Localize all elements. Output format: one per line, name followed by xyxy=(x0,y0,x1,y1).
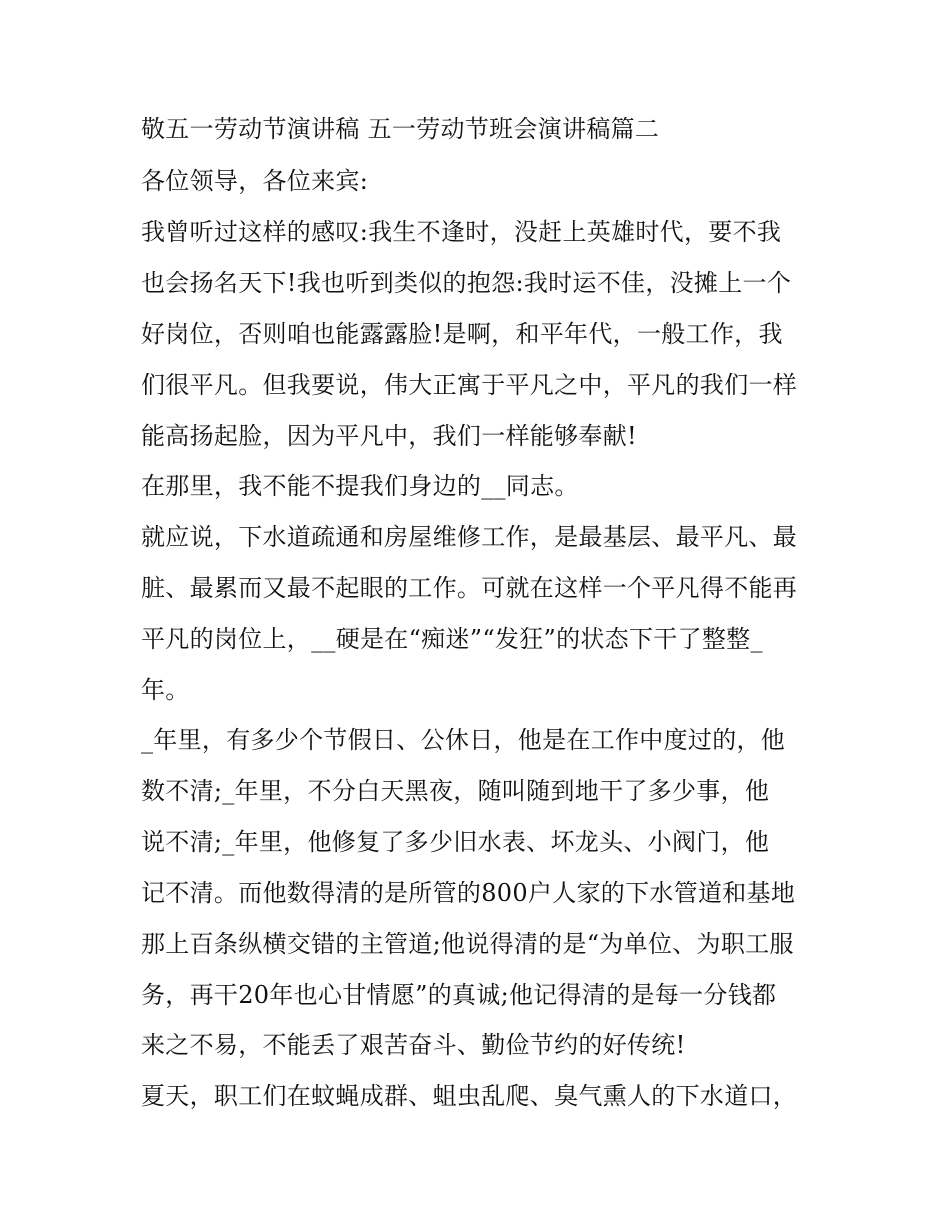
text-line: 平凡的岗位上，__硬是在“痴迷”“发狂”的状态下干了整整_ xyxy=(141,625,763,653)
text-line: 好岗位，否则咱也能露露脸!是啊，和平年代，一般工作，我 xyxy=(141,320,783,348)
text-line: 就应说，下水道疏通和房屋维修工作，是最基层、最平凡、最 xyxy=(141,523,798,551)
text-line: _年里，有多少个节假日、公休日，他是在工作中度过的，他 xyxy=(141,726,786,754)
text-line: 务，再干20年也心甘情愿”的真诚;他记得清的是每一分钱都 xyxy=(141,981,777,1009)
text-line: 说不清;_年里，他修复了多少旧水表、坏龙头、小阀门，他 xyxy=(141,828,770,856)
text-line: 记不清。而他数得清的是所管的800户人家的下水管道和基地 xyxy=(141,879,796,907)
text-line: 来之不易，不能丢了艰苦奋斗、勤俭节约的好传统! xyxy=(141,1031,686,1059)
text-line: 脏、最累而又最不起眼的工作。可就在这样一个平凡得不能再 xyxy=(141,574,798,602)
document-title: 敬五一劳动节演讲稿 五一劳动节班会演讲稿篇二 xyxy=(141,115,660,143)
text-line: 各位领导，各位来宾: xyxy=(141,167,369,195)
text-line: 能高扬起脸，因为平凡中，我们一样能够奉献! xyxy=(141,422,637,450)
text-line: 夏天，职工们在蚊蝇成群、蛆虫乱爬、臭气熏人的下水道口， xyxy=(141,1082,798,1110)
text-line: 我曾听过这样的感叹:我生不逢时，没赶上英雄时代，要不我 xyxy=(141,218,782,246)
text-line: 年。 xyxy=(141,676,190,704)
text-line: 们很平凡。但我要说，伟大正寓于平凡之中，平凡的我们一样 xyxy=(141,371,798,399)
text-line: 那上百条纵横交错的主管道;他说得清的是“为单位、为职工服 xyxy=(141,930,794,958)
text-line: 在那里，我不能不提我们身边的__同志。 xyxy=(141,472,579,500)
text-line: 也会扬名天下!我也听到类似的抱怨:我时运不佳，没摊上一个 xyxy=(141,269,792,297)
text-line: 数不清;_年里，不分白天黑夜，随叫随到地干了多少事，他 xyxy=(141,777,770,805)
